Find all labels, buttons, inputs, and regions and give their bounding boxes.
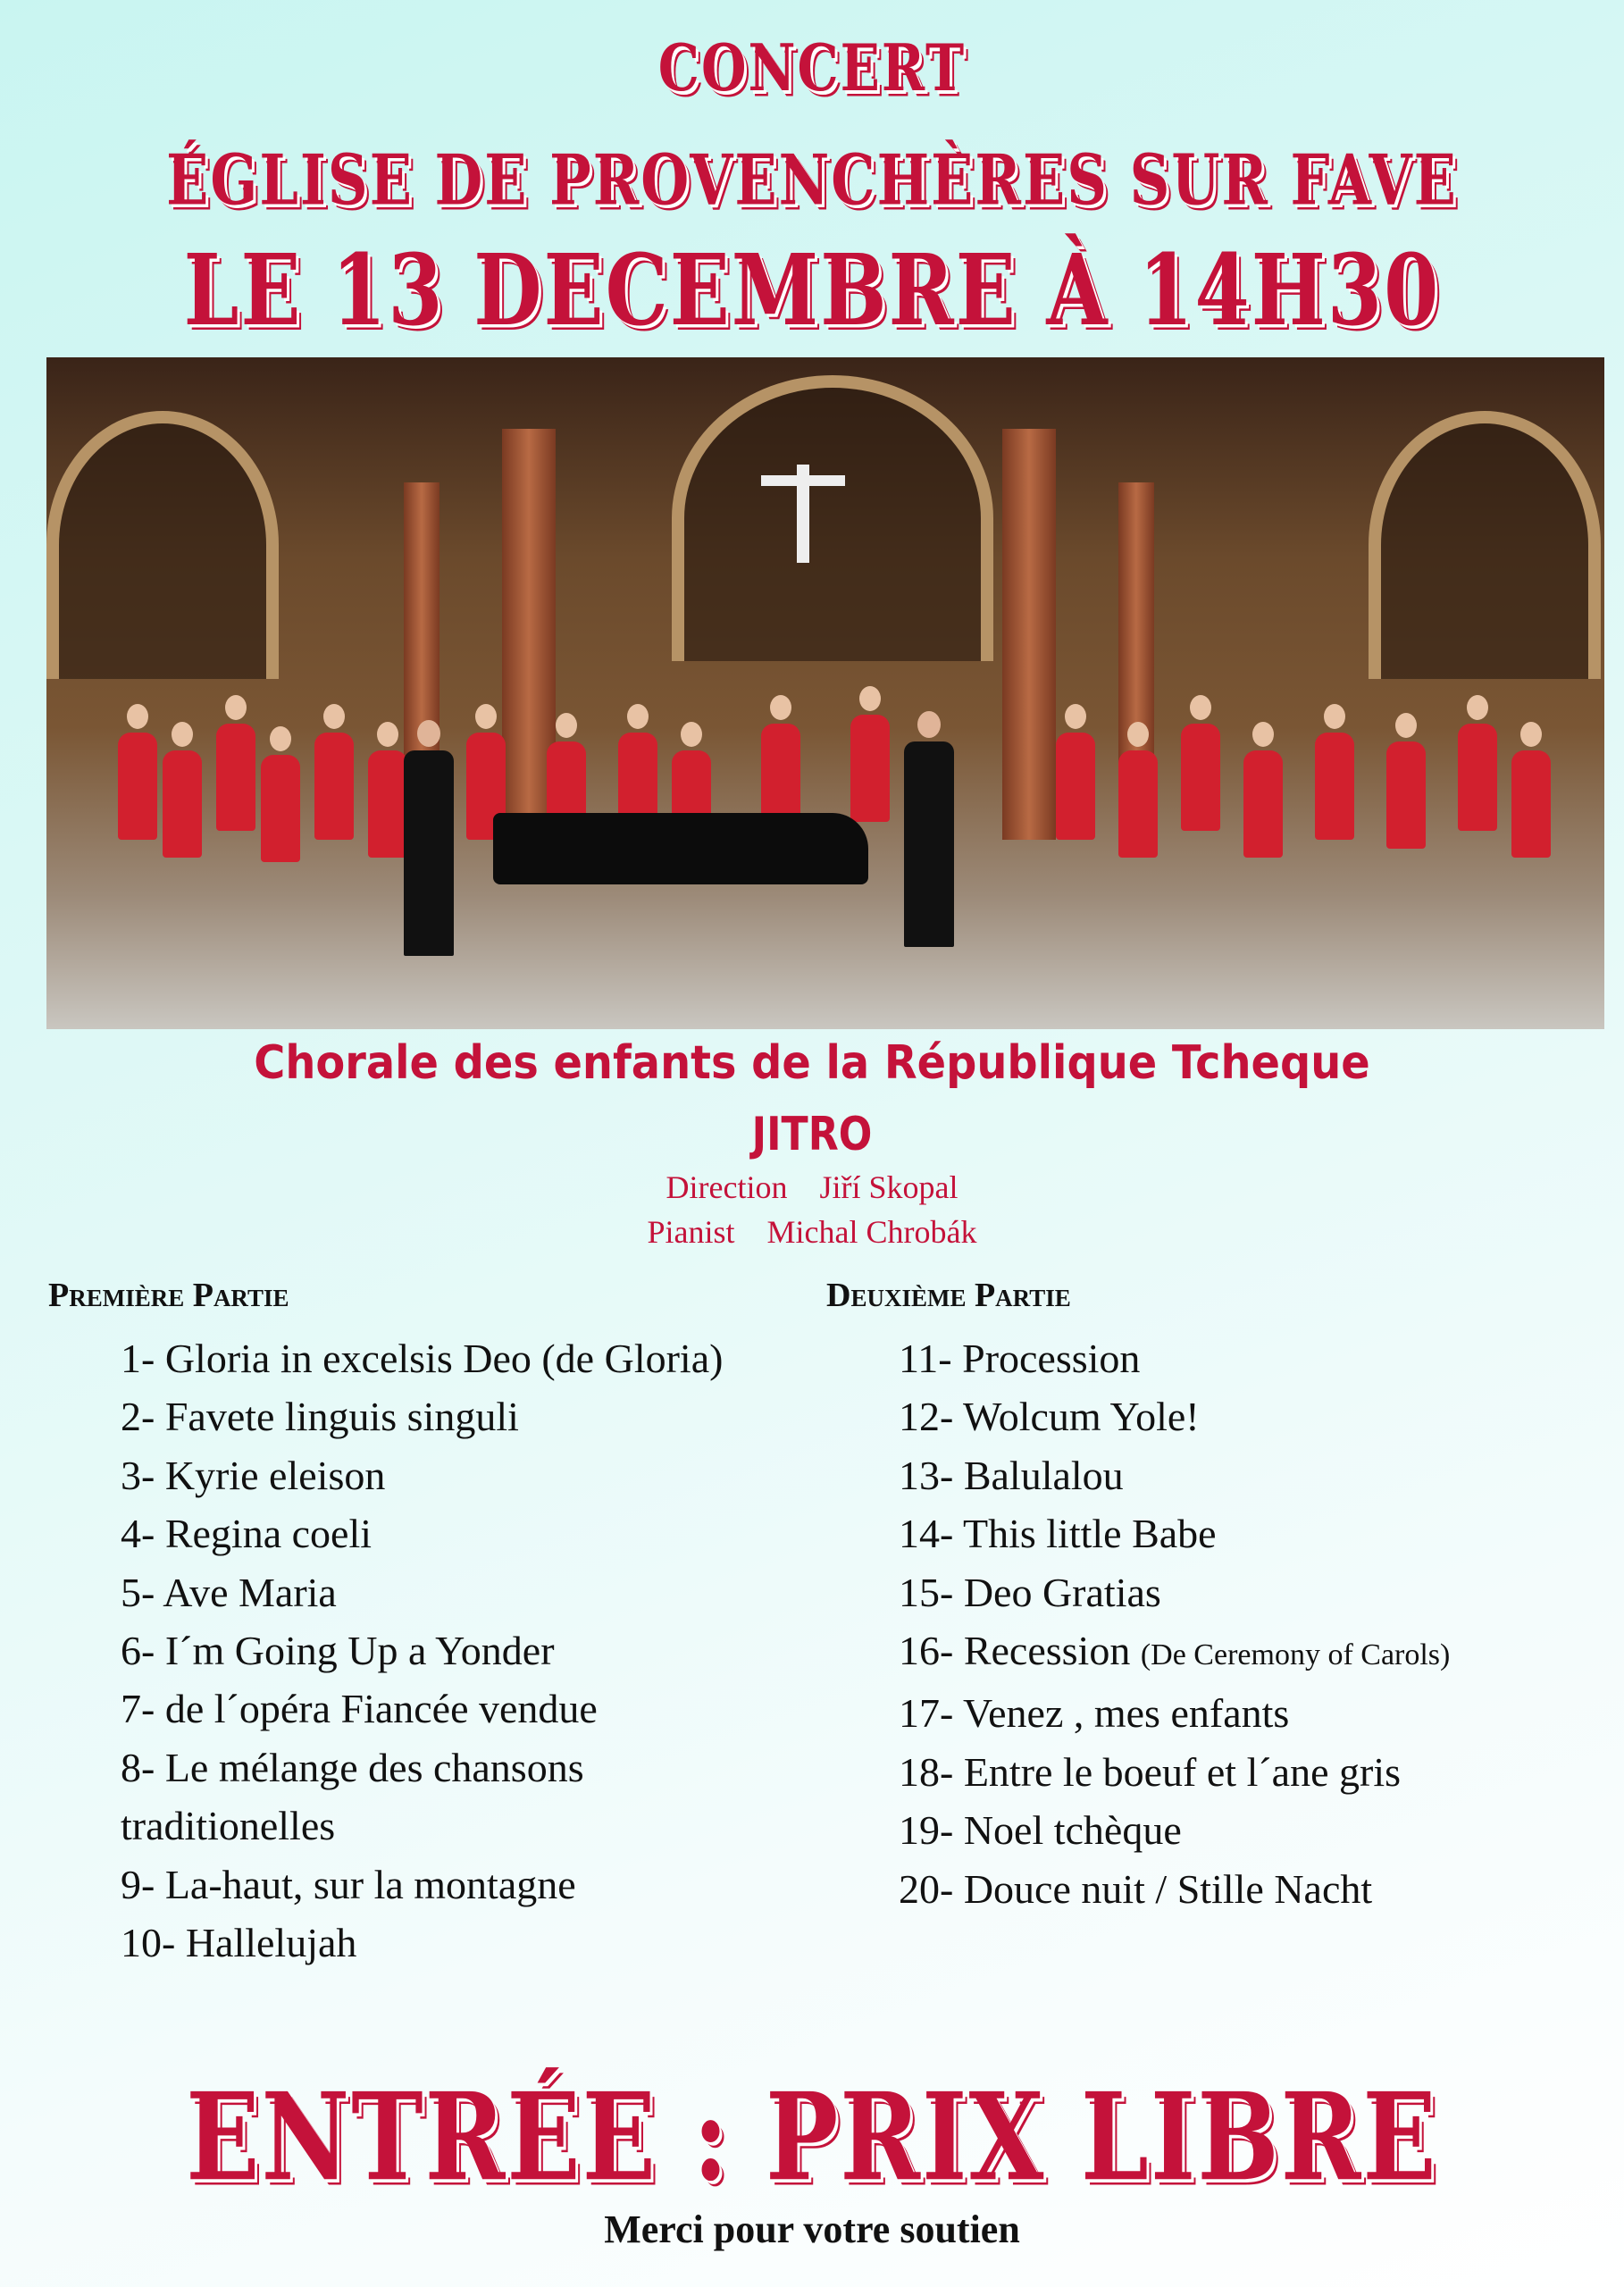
date-title: LE 13 DECEMBRE À 14H30 [183,231,1441,348]
part2-list [899,1329,1450,1918]
list-item: traditionelles [121,1803,336,1849]
list-item: 12- Wolcum Yole! [899,1394,1200,1440]
list-item: 6- I´m Going Up a Yonder [121,1628,555,1674]
list-item: 4- Regina coeli [121,1511,373,1557]
list-item: 1- Gloria in excelsis Deo (de Gloria) [121,1336,724,1381]
choir-short-name: JITRO [751,1108,873,1161]
list-item: 20- Douce nuit / Stille Nacht [899,1865,1373,1912]
pianist-label: Pianist [647,1214,735,1250]
venue-title: ÉGLISE DE PROVENCHÈRES SUR FAVE [166,138,1458,222]
list-item: 17- Venez , mes enfants [899,1690,1290,1737]
part1-list [121,1329,723,1972]
list-item: 3- Kyrie eleison [121,1452,386,1498]
list-item: 13- Balulalou [899,1452,1124,1498]
list-item: 5- Ave Maria [121,1569,337,1615]
list-item-title: 16- Recession [899,1628,1131,1674]
list-item [899,1621,1450,1684]
direction-credit [0,1169,1624,1206]
list-item: 10- Hallelujah [121,1920,357,1966]
list-item: 7- de l´opéra Fiancée vendue [121,1686,598,1732]
part1-title: Première Partie [48,1277,289,1314]
choir-photo [46,357,1604,1029]
entry-price: ENTRÉE : PRIX LIBRE [186,2067,1438,2208]
direction-name: Jiří Skopal [819,1169,958,1205]
list-item: 14- This little Babe [899,1511,1217,1557]
concert-title: CONCERT [657,29,967,106]
list-item: 2- Favete linguis singuli [121,1394,519,1440]
pianist-name: Michal Chrobák [766,1214,977,1250]
list-item: 9- La-haut, sur la montagne [121,1861,576,1907]
list-item: 15- Deo Gratias [899,1569,1161,1615]
pianist-credit [0,1213,1624,1251]
direction-label: Direction [666,1169,788,1205]
list-item: 19- Noel tchèque [899,1807,1182,1854]
part2-title: Deuxième Partie [826,1277,1071,1314]
list-item: 8- Le mélange des chansons [121,1744,584,1790]
list-item: 11- Procession [899,1336,1141,1381]
thanks-text: Merci pour votre soutien [604,2207,1020,2251]
list-item-note: (De Ceremony of Carols) [1140,1638,1451,1672]
choir-name: Chorale des enfants de la République Tcheque [254,1036,1370,1090]
list-item: 18- Entre le boeuf et l´ane gris [899,1748,1401,1795]
